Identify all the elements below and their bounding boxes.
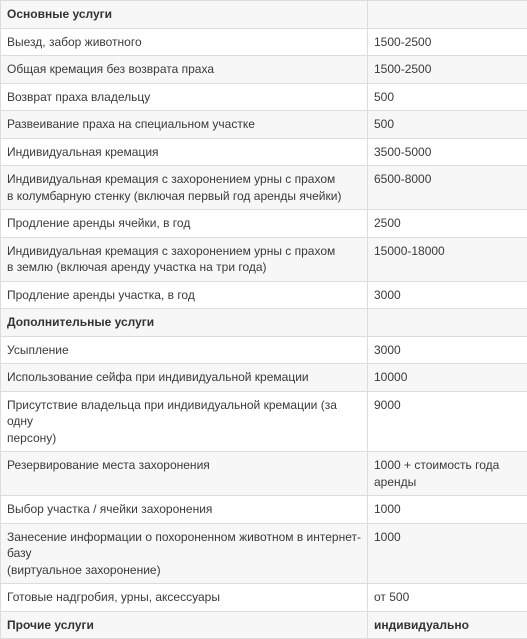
section-title: Прочие услуги [1,611,368,639]
service-price: 3000 [368,281,527,309]
table-row [1,56,527,84]
service-name: Развеивание праха на специальном участке [1,111,368,139]
table-row [1,28,527,56]
table-row [1,584,527,612]
service-price: 15000-18000 [368,237,527,281]
service-price: 1500-2500 [368,28,527,56]
service-name: Выбор участка / ячейки захоронения [1,496,368,524]
table-row [1,452,527,496]
price-table-body [1,1,527,639]
service-name: Усыпление [1,336,368,364]
service-name: Готовые надгробия, урны, аксессуары [1,584,368,612]
service-price: 500 [368,83,527,111]
service-name: Возврат праха владельцу [1,83,368,111]
service-name: Общая кремация без возврата праха [1,56,368,84]
table-row [1,391,527,452]
service-price: 1000 [368,496,527,524]
service-price: 3000 [368,336,527,364]
section-title: Дополнительные услуги [1,309,368,337]
service-name: Индивидуальная кремация [1,138,368,166]
service-price: 9000 [368,391,527,452]
section-row [1,309,527,337]
service-price: 2500 [368,210,527,238]
table-row [1,336,527,364]
service-price: 1000 + стоимость года аренды [368,452,527,496]
section-row [1,611,527,639]
service-name: Использование сейфа при индивидуальной кремации [1,364,368,392]
service-price: 3500-5000 [368,138,527,166]
table-row [1,523,527,584]
service-name: Продление аренды ячейки, в год [1,210,368,238]
table-row [1,111,527,139]
service-name: Резервирование места захоронения [1,452,368,496]
service-price: 10000 [368,364,527,392]
table-row [1,496,527,524]
service-name: Индивидуальная кремация с захоронением урны с прахом в колумбарную стенку (включая первый год аренды ячейки) [1,166,368,210]
section-value: индивидуально [368,611,527,639]
table-row [1,237,527,281]
service-price: от 500 [368,584,527,612]
service-name: Продление аренды участка, в год [1,281,368,309]
service-price: 500 [368,111,527,139]
section-value [368,309,527,337]
service-price: 1500-2500 [368,56,527,84]
table-row [1,166,527,210]
service-price: 6500-8000 [368,166,527,210]
table-row [1,364,527,392]
service-name: Занесение информации о похороненном животном в интернет- базу (виртуальное захоронение) [1,523,368,584]
table-row [1,138,527,166]
service-price: 1000 [368,523,527,584]
section-row [1,1,527,29]
service-name: Индивидуальная кремация с захоронением урны с прахом в землю (включая аренду участка на три года) [1,237,368,281]
section-title: Основные услуги [1,1,368,29]
table-row [1,210,527,238]
table-row [1,83,527,111]
table-row [1,281,527,309]
service-name: Присутствие владельца при индивидуальной кремации (за одну персону) [1,391,368,452]
section-value [368,1,527,29]
service-name: Выезд, забор животного [1,28,368,56]
